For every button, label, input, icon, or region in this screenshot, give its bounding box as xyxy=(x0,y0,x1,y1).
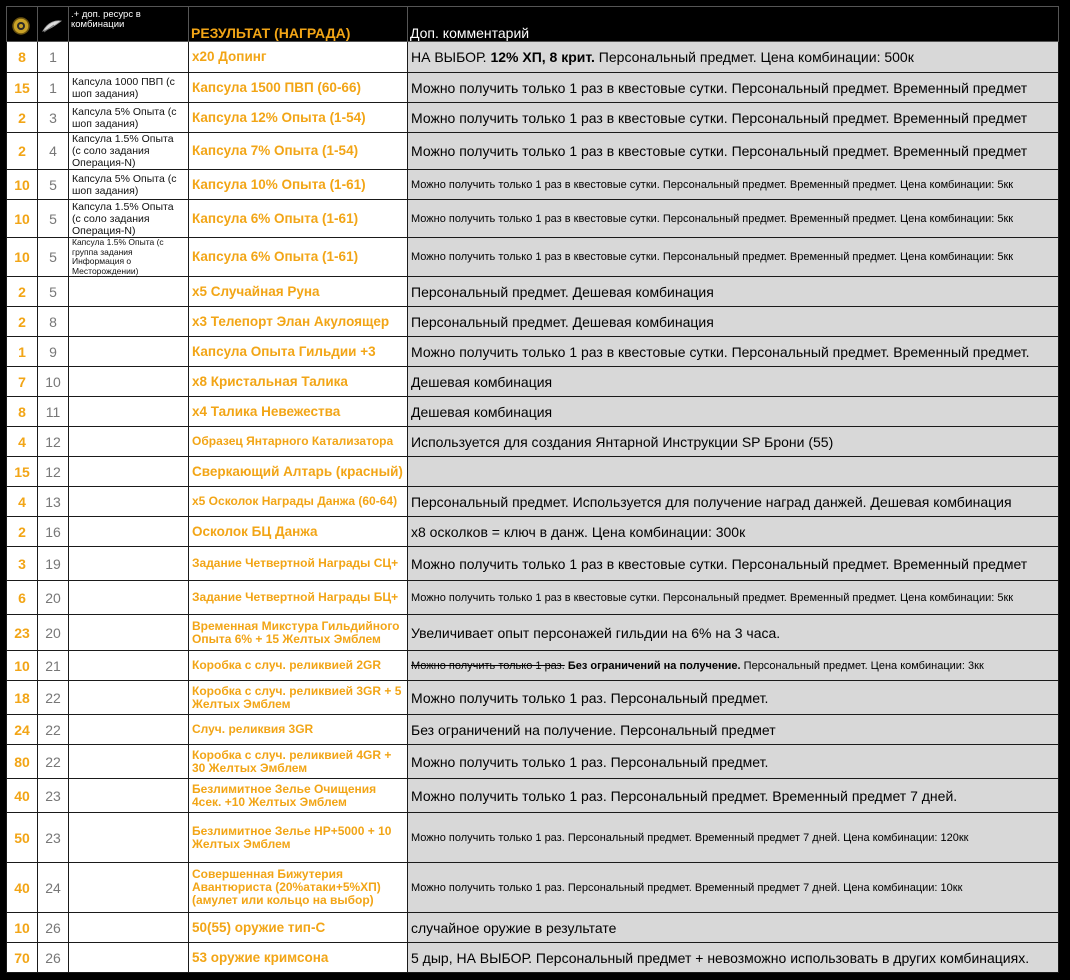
cost-cell: 8 xyxy=(7,42,38,73)
cost-cell: 15 xyxy=(7,457,38,487)
reward-cell: х5 Случайная Руна xyxy=(189,277,408,307)
reward-cell: 50(55) оружие тип-С xyxy=(189,913,408,943)
combination-rewards-table xyxy=(6,6,1059,973)
quantity-cell: 5 xyxy=(38,238,69,277)
table-row xyxy=(7,307,1059,337)
cost-cell: 40 xyxy=(7,779,38,813)
comment-cell: Без ограничений на получение. Персональный предмет xyxy=(408,715,1059,745)
comment-cell: Можно получить только 1 раз. Персональный предмет. Временный предмет 7 дней. xyxy=(408,779,1059,813)
reward-cell: Безлимитное Зелье НР+5000 + 10 Желтых Эмблем xyxy=(189,813,408,863)
cost-cell: 7 xyxy=(7,367,38,397)
comment-cell xyxy=(408,651,1059,681)
comment-text: НА ВЫБОР. xyxy=(411,49,491,65)
reward-cell: Задание Четвертной Награды БЦ+ xyxy=(189,581,408,615)
reward-cell: х4 Талика Невежества xyxy=(189,397,408,427)
quantity-cell: 13 xyxy=(38,487,69,517)
table-row xyxy=(7,367,1059,397)
comment-cell: Дешевая комбинация xyxy=(408,367,1059,397)
reward-cell: Случ. реликвия 3GR xyxy=(189,715,408,745)
comment-cell: Можно получить только 1 раз в квестовые сутки. Персональный предмет. Временный предмет xyxy=(408,103,1059,133)
table-row xyxy=(7,943,1059,973)
quantity-cell: 22 xyxy=(38,715,69,745)
comment-cell: Можно получить только 1 раз в квестовые сутки. Персональный предмет. Временный предмет xyxy=(408,73,1059,103)
reward-cell: х20 Допинг xyxy=(189,42,408,73)
comment-cell xyxy=(408,42,1059,73)
comment-cell: Можно получить только 1 раз в квестовые сутки. Персональный предмет. Временный предмет. Цена комбинации: 5кк xyxy=(408,200,1059,238)
extra-resource-cell xyxy=(69,307,189,337)
extra-resource-cell xyxy=(69,367,189,397)
table-row xyxy=(7,913,1059,943)
reward-cell: Капсула 10% Опыта (1-61) xyxy=(189,170,408,200)
extra-resource-cell: Капсула 1000 ПВП (с шоп задания) xyxy=(69,73,189,103)
comment-cell: Можно получить только 1 раз. Персональный предмет. Временный предмет 7 дней. Цена комбинации: 10кк xyxy=(408,863,1059,913)
cost-cell: 2 xyxy=(7,517,38,547)
table-header-row xyxy=(7,7,1059,42)
comment-bold: 12% ХП, 8 крит. xyxy=(490,49,595,65)
extra-resource-cell xyxy=(69,715,189,745)
extra-resource-cell xyxy=(69,913,189,943)
cost-cell: 15 xyxy=(7,73,38,103)
comment-cell: Персональный предмет. Используется для получение наград данжей. Дешевая комбинация xyxy=(408,487,1059,517)
extra-resource-cell xyxy=(69,943,189,973)
quantity-cell: 5 xyxy=(38,170,69,200)
quantity-cell: 22 xyxy=(38,681,69,715)
quantity-cell: 10 xyxy=(38,367,69,397)
table-row xyxy=(7,863,1059,913)
extra-resource-cell xyxy=(69,745,189,779)
reward-cell: х3 Телепорт Элан Акулоящер xyxy=(189,307,408,337)
extra-resource-cell xyxy=(69,397,189,427)
extra-resource-cell xyxy=(69,427,189,457)
comment-text: Персональный предмет. Цена комбинации: 500к xyxy=(594,49,914,65)
extra-resource-cell: Капсула 1.5% Опыта (с соло задания Операция-N) xyxy=(69,200,189,238)
comment-cell: Можно получить только 1 раз. Персональный предмет. xyxy=(408,745,1059,779)
extra-resource-cell xyxy=(69,457,189,487)
cost-cell: 2 xyxy=(7,277,38,307)
reward-cell: Осколок БЦ Данжа xyxy=(189,517,408,547)
quantity-cell: 5 xyxy=(38,200,69,238)
table-row xyxy=(7,547,1059,581)
quantity-cell: 12 xyxy=(38,427,69,457)
reward-cell: Капсула 7% Опыта (1-54) xyxy=(189,133,408,170)
comment-cell: Можно получить только 1 раз. Персональный предмет. xyxy=(408,681,1059,715)
extra-resource-cell xyxy=(69,779,189,813)
table-row xyxy=(7,238,1059,277)
cost-cell: 18 xyxy=(7,681,38,715)
table-row xyxy=(7,681,1059,715)
comment-cell: 5 дыр, НА ВЫБОР. Персональный предмет + невозможно использовать в других комбинациях. xyxy=(408,943,1059,973)
quantity-cell: 20 xyxy=(38,581,69,615)
cost-cell: 4 xyxy=(7,487,38,517)
cost-cell: 80 xyxy=(7,745,38,779)
cost-cell: 6 xyxy=(7,581,38,615)
table-row xyxy=(7,103,1059,133)
quantity-cell: 26 xyxy=(38,913,69,943)
comment-bold: Без ограничений на получение. xyxy=(564,659,741,672)
reward-cell: Коробка с случ. реликвией 4GR + 30 Желтых Эмблем xyxy=(189,745,408,779)
quantity-cell: 21 xyxy=(38,651,69,681)
quantity-cell: 22 xyxy=(38,745,69,779)
quantity-cell: 3 xyxy=(38,103,69,133)
cost-cell: 50 xyxy=(7,813,38,863)
cost-cell: 10 xyxy=(7,913,38,943)
reward-cell: 53 оружие кримсона xyxy=(189,943,408,973)
extra-resource-cell xyxy=(69,813,189,863)
cost-cell: 2 xyxy=(7,307,38,337)
extra-resource-cell: Капсула 5% Опыта (с шоп задания) xyxy=(69,170,189,200)
comment-cell: Можно получить только 1 раз в квестовые сутки. Персональный предмет. Временный предмет. Цена комбинации: 5кк xyxy=(408,170,1059,200)
cost-cell: 10 xyxy=(7,170,38,200)
table-row xyxy=(7,715,1059,745)
quantity-cell: 5 xyxy=(38,277,69,307)
comment-text: Персональный предмет. Цена комбинации: 3кк xyxy=(740,659,984,672)
extra-resource-cell xyxy=(69,42,189,73)
quantity-cell: 16 xyxy=(38,517,69,547)
comment-cell: Персональный предмет. Дешевая комбинация xyxy=(408,307,1059,337)
quantity-cell: 8 xyxy=(38,307,69,337)
comment-cell: Дешевая комбинация xyxy=(408,397,1059,427)
cost-cell: 4 xyxy=(7,427,38,457)
feather-icon xyxy=(40,16,64,36)
comment-cell: Используется для создания Янтарной Инструкции SP Брони (55) xyxy=(408,427,1059,457)
reward-cell: Образец Янтарного Катализатора xyxy=(189,427,408,457)
table-row xyxy=(7,427,1059,457)
quantity-cell: 24 xyxy=(38,863,69,913)
gold-coin-icon xyxy=(9,16,33,36)
table-row xyxy=(7,487,1059,517)
table-row xyxy=(7,745,1059,779)
cost-cell: 2 xyxy=(7,103,38,133)
reward-cell: х8 Кристальная Талика xyxy=(189,367,408,397)
comment-cell: Можно получить только 1 раз в квестовые сутки. Персональный предмет. Временный предмет xyxy=(408,547,1059,581)
extra-resource-cell xyxy=(69,487,189,517)
table-row xyxy=(7,779,1059,813)
comment-strikethrough: Можно получить только 1 раз. xyxy=(411,659,565,672)
table-row xyxy=(7,170,1059,200)
reward-cell: Совершенная Бижутерия Авантюриста (20%атаки+5%ХП)(амулет или кольцо на выбор) xyxy=(189,863,408,913)
header-cost xyxy=(7,7,38,42)
header-comment: Доп. комментарий xyxy=(408,7,1059,42)
table-row xyxy=(7,615,1059,651)
reward-cell: Капсула 1500 ПВП (60-66) xyxy=(189,73,408,103)
quantity-cell: 23 xyxy=(38,813,69,863)
quantity-cell: 4 xyxy=(38,133,69,170)
extra-resource-cell xyxy=(69,517,189,547)
table-row xyxy=(7,651,1059,681)
extra-resource-cell xyxy=(69,547,189,581)
table-row xyxy=(7,813,1059,863)
reward-cell: Капсула 6% Опыта (1-61) xyxy=(189,238,408,277)
quantity-cell: 11 xyxy=(38,397,69,427)
reward-cell: Сверкающий Алтарь (красный) xyxy=(189,457,408,487)
comment-cell: Можно получить только 1 раз в квестовые сутки. Персональный предмет. Временный предмет. Цена комбинации: 5кк xyxy=(408,238,1059,277)
comment-cell: Можно получить только 1 раз в квестовые сутки. Персональный предмет. Временный предмет. Цена комбинации: 5кк xyxy=(408,581,1059,615)
reward-cell: Капсула Опыта Гильдии +3 xyxy=(189,337,408,367)
table-row xyxy=(7,457,1059,487)
table-row xyxy=(7,517,1059,547)
header-result-reward: РЕЗУЛЬТАТ (НАГРАДА) xyxy=(189,7,408,42)
comment-cell: х8 осколков = ключ в данж. Цена комбинации: 300к xyxy=(408,517,1059,547)
cost-cell: 2 xyxy=(7,133,38,170)
extra-resource-cell xyxy=(69,615,189,651)
quantity-cell: 20 xyxy=(38,615,69,651)
cost-cell: 23 xyxy=(7,615,38,651)
extra-resource-cell: Капсула 1.5% Опыта (с группа задания Информация о Месторождении) xyxy=(69,238,189,277)
extra-resource-cell xyxy=(69,581,189,615)
quantity-cell: 1 xyxy=(38,73,69,103)
table-row xyxy=(7,133,1059,170)
quantity-cell: 9 xyxy=(38,337,69,367)
cost-cell: 10 xyxy=(7,200,38,238)
quantity-cell: 26 xyxy=(38,943,69,973)
reward-cell: Коробка с случ. реликвией 3GR + 5 Желтых Эмблем xyxy=(189,681,408,715)
quantity-cell: 1 xyxy=(38,42,69,73)
comment-cell: Персональный предмет. Дешевая комбинация xyxy=(408,277,1059,307)
extra-resource-cell: Капсула 5% Опыта (с шоп задания) xyxy=(69,103,189,133)
reward-cell: Безлимитное Зелье Очищения 4сек. +10 Желтых Эмблем xyxy=(189,779,408,813)
extra-resource-cell xyxy=(69,337,189,367)
quantity-cell: 12 xyxy=(38,457,69,487)
reward-cell: х5 Осколок Награды Данжа (60-64) xyxy=(189,487,408,517)
quantity-cell: 23 xyxy=(38,779,69,813)
header-extra-resource: .+ доп. ресурс в комбинации xyxy=(69,7,189,42)
cost-cell: 40 xyxy=(7,863,38,913)
reward-cell: Временная Микстура Гильдийного Опыта 6% + 15 Желтых Эмблем xyxy=(189,615,408,651)
comment-cell: Можно получить только 1 раз в квестовые сутки. Персональный предмет. Временный предмет. xyxy=(408,337,1059,367)
reward-cell: Капсула 12% Опыта (1-54) xyxy=(189,103,408,133)
cost-cell: 8 xyxy=(7,397,38,427)
table-row xyxy=(7,42,1059,73)
reward-cell: Капсула 6% Опыта (1-61) xyxy=(189,200,408,238)
comment-cell: случайное оружие в результате xyxy=(408,913,1059,943)
comment-cell xyxy=(408,457,1059,487)
comment-cell: Можно получить только 1 раз. Персональный предмет. Временный предмет 7 дней. Цена комбинации: 120кк xyxy=(408,813,1059,863)
extra-resource-cell: Капсула 1.5% Опыта (с соло задания Операция-N) xyxy=(69,133,189,170)
table-row xyxy=(7,337,1059,367)
table-row xyxy=(7,581,1059,615)
cost-cell: 70 xyxy=(7,943,38,973)
table-row xyxy=(7,277,1059,307)
extra-resource-cell xyxy=(69,277,189,307)
header-qty xyxy=(38,7,69,42)
table-row xyxy=(7,73,1059,103)
extra-resource-cell xyxy=(69,863,189,913)
cost-cell: 1 xyxy=(7,337,38,367)
reward-table-container xyxy=(6,6,1059,973)
extra-resource-cell xyxy=(69,651,189,681)
extra-resource-cell xyxy=(69,681,189,715)
reward-cell: Задание Четвертной Награды СЦ+ xyxy=(189,547,408,581)
cost-cell: 24 xyxy=(7,715,38,745)
table-row xyxy=(7,397,1059,427)
table-row xyxy=(7,200,1059,238)
comment-cell: Увеличивает опыт персонажей гильдии на 6% на 3 часа. xyxy=(408,615,1059,651)
reward-cell: Коробка с случ. реликвией 2GR xyxy=(189,651,408,681)
comment-cell: Можно получить только 1 раз в квестовые сутки. Персональный предмет. Временный предмет xyxy=(408,133,1059,170)
cost-cell: 10 xyxy=(7,651,38,681)
quantity-cell: 19 xyxy=(38,547,69,581)
cost-cell: 3 xyxy=(7,547,38,581)
cost-cell: 10 xyxy=(7,238,38,277)
